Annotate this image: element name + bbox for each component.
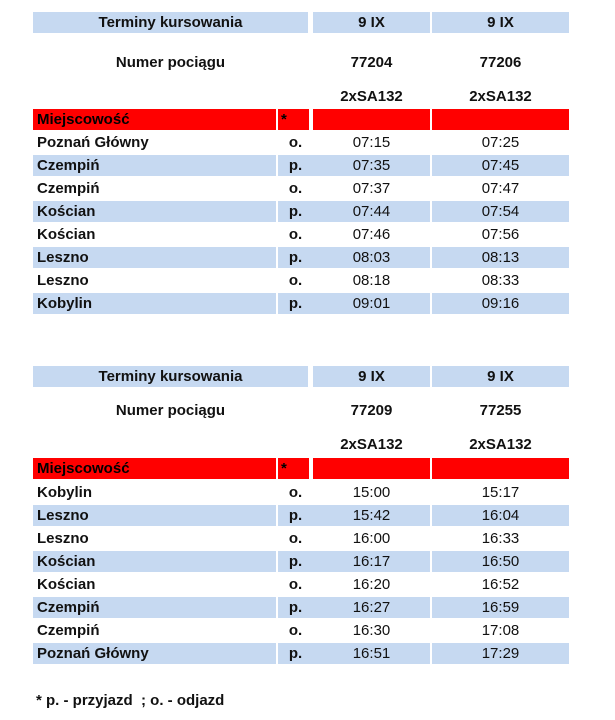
time-col1: 07:37 [352, 180, 391, 197]
time-col2: 17:29 [432, 643, 569, 664]
table-row [33, 293, 569, 314]
unit-col2: 2xSA132 [469, 88, 532, 105]
table-row [33, 574, 569, 595]
table-row [33, 482, 569, 503]
time-col1: 07:35 [313, 155, 430, 176]
table-row [33, 270, 569, 291]
time-col1: 16:30 [352, 622, 391, 639]
time-col2: 15:17 [481, 484, 520, 501]
unit-col1: 2xSA132 [340, 436, 403, 453]
train-number-row [33, 400, 569, 421]
station-name: Poznań Główny [33, 643, 276, 664]
table-row [33, 224, 569, 245]
time-col1: 07:46 [352, 226, 391, 243]
time-col2: 16:33 [481, 530, 520, 547]
time-col2: 16:04 [432, 505, 569, 526]
time-col2: 09:16 [432, 293, 569, 314]
time-col1: 16:20 [352, 576, 391, 593]
stop-type: o. [288, 226, 303, 243]
stop-type: o. [288, 530, 303, 547]
unit-col1: 2xSA132 [340, 88, 403, 105]
header-label: Terminy kursowania [33, 366, 308, 387]
time-col2: 16:59 [432, 597, 569, 618]
station-name: Leszno [37, 272, 89, 289]
time-col1: 16:27 [313, 597, 430, 618]
time-col1: 16:00 [352, 530, 391, 547]
column-header-row [33, 109, 569, 130]
red-col1 [313, 109, 430, 130]
time-col2: 07:47 [481, 180, 520, 197]
train-number-col1: 77209 [350, 402, 393, 419]
stop-type: o. [288, 134, 303, 151]
station-name: Leszno [33, 505, 276, 526]
table-row [33, 247, 569, 268]
time-col1: 16:51 [313, 643, 430, 664]
stop-type: p. [278, 551, 313, 572]
header-label: Terminy kursowania [33, 12, 308, 33]
header-col2: 9 IX [432, 12, 569, 33]
stop-type: o. [288, 484, 303, 501]
table-row [33, 597, 569, 618]
table-row [33, 528, 569, 549]
time-col2: 07:56 [481, 226, 520, 243]
time-col1: 16:17 [313, 551, 430, 572]
train-number-row [33, 52, 569, 73]
stop-type: p. [278, 155, 313, 176]
header-row [33, 366, 569, 387]
time-col2: 07:25 [481, 134, 520, 151]
stop-type: p. [278, 597, 313, 618]
stop-type: p. [278, 505, 313, 526]
station-name: Czempiń [33, 155, 276, 176]
time-col2: 16:50 [432, 551, 569, 572]
legend-note: * p. - przyjazd ; o. - odjazd [36, 692, 225, 709]
time-col2: 07:45 [432, 155, 569, 176]
table-row [33, 132, 569, 153]
red-col1 [313, 458, 430, 479]
stop-type: o. [288, 622, 303, 639]
train-number-col2: 77206 [479, 54, 522, 71]
table-row [33, 178, 569, 199]
station-name: Kobylin [37, 484, 92, 501]
header-col2: 9 IX [432, 366, 569, 387]
table-row [33, 201, 569, 222]
table-row [33, 505, 569, 526]
train-number-label: Numer pociągu [115, 54, 226, 71]
time-col2: 07:54 [432, 201, 569, 222]
station-name: Kościan [33, 201, 276, 222]
station-name: Czempiń [33, 597, 276, 618]
stop-type: o. [288, 180, 303, 197]
table-row [33, 155, 569, 176]
time-col1: 15:42 [313, 505, 430, 526]
time-col1: 07:44 [313, 201, 430, 222]
stop-type: p. [278, 247, 313, 268]
station-name: Leszno [33, 247, 276, 268]
table-row [33, 643, 569, 664]
time-col2: 16:52 [481, 576, 520, 593]
stop-type: o. [288, 576, 303, 593]
header-row [33, 12, 569, 33]
station-name: Leszno [37, 530, 89, 547]
time-col1: 07:15 [352, 134, 391, 151]
stop-type: p. [278, 293, 313, 314]
header-col1: 9 IX [313, 366, 430, 387]
train-number-col1: 77204 [350, 54, 393, 71]
stop-type: p. [278, 643, 313, 664]
red-col2 [432, 109, 569, 130]
red-col2 [432, 458, 569, 479]
time-col1: 09:01 [313, 293, 430, 314]
time-col1: 08:18 [352, 272, 391, 289]
stop-type: p. [278, 201, 313, 222]
station-name: Czempiń [37, 622, 100, 639]
time-col2: 08:13 [432, 247, 569, 268]
table-row [33, 551, 569, 572]
time-col1: 15:00 [352, 484, 391, 501]
station-column-label: Miejscowość [33, 458, 276, 479]
stop-type: o. [288, 272, 303, 289]
column-header-row [33, 458, 569, 479]
header-col1: 9 IX [313, 12, 430, 33]
station-name: Poznań Główny [37, 134, 149, 151]
type-column-mark: * [278, 458, 309, 479]
table-row [33, 620, 569, 641]
unit-row [33, 86, 569, 107]
station-name: Kościan [33, 551, 276, 572]
type-column-mark: * [278, 109, 309, 130]
time-col1: 08:03 [313, 247, 430, 268]
time-col2: 17:08 [481, 622, 520, 639]
station-name: Kościan [37, 576, 96, 593]
station-name: Kościan [37, 226, 96, 243]
unit-row [33, 434, 569, 455]
station-column-label: Miejscowość [33, 109, 276, 130]
unit-col2: 2xSA132 [469, 436, 532, 453]
time-col2: 08:33 [481, 272, 520, 289]
train-number-label: Numer pociągu [115, 402, 226, 419]
station-name: Kobylin [33, 293, 276, 314]
train-number-col2: 77255 [479, 402, 522, 419]
station-name: Czempiń [37, 180, 100, 197]
